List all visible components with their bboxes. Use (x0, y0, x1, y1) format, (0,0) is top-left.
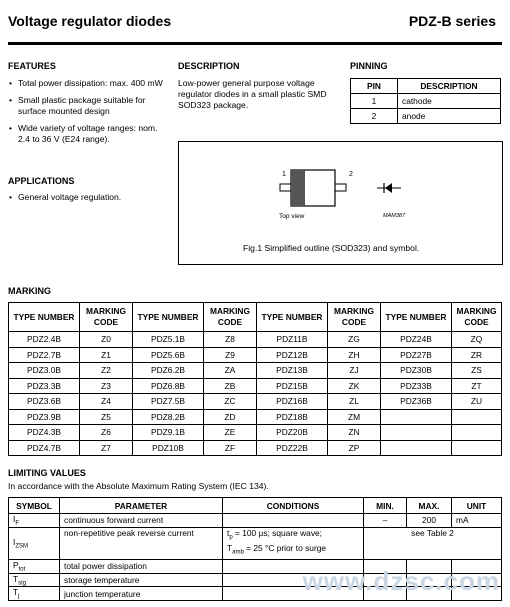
marking-code-cell: ZQ (452, 332, 502, 348)
table-row (9, 409, 502, 425)
pin1-label: 1 (282, 171, 286, 178)
symbol-cell: $I_F$ (9, 514, 60, 528)
marking-code-cell: ZB (204, 378, 257, 394)
table-row (9, 332, 502, 348)
max-col-header: MAX. (407, 498, 452, 514)
table-row (9, 527, 502, 559)
type-number-cell: PDZ12B (257, 347, 328, 363)
symbol-cell: $T_j$ (9, 587, 60, 601)
code-col-header: MARKING CODE (328, 303, 381, 332)
marking-code-cell: Z2 (80, 363, 133, 379)
application-item: • General voltage regulation. (8, 192, 168, 203)
type-number-cell: PDZ2.7B (9, 347, 80, 363)
type-number-cell: PDZ4.7B (9, 440, 80, 456)
type-number-cell: PDZ7.5B (133, 394, 204, 410)
marking-code-cell (452, 409, 502, 425)
pin-description: cathode (398, 94, 501, 109)
code-col-header: MARKING CODE (204, 303, 257, 332)
doc-title: Voltage regulator diodes (8, 13, 172, 29)
table-row (9, 378, 502, 394)
type-number-cell (381, 440, 452, 456)
marking-code-cell: Z8 (204, 332, 257, 348)
conditions-cell (223, 514, 364, 528)
marking-code-cell: ZA (204, 363, 257, 379)
desc-col-header: DESCRIPTION (398, 79, 501, 94)
min-cell: – (364, 514, 407, 528)
figure-code: MAM387 (383, 213, 406, 219)
marking-code-cell: Z9 (204, 347, 257, 363)
pin-number: 1 (351, 94, 398, 109)
type-number-cell: PDZ3.9B (9, 409, 80, 425)
marking-code-cell: ZS (452, 363, 502, 379)
symbol-col-header: SYMBOL (9, 498, 60, 514)
note-cell: see Table 2 (364, 527, 502, 559)
features-list (8, 78, 168, 151)
type-number-cell: PDZ18B (257, 409, 328, 425)
marking-code-cell: Z5 (80, 409, 133, 425)
type-number-cell: PDZ36B (381, 394, 452, 410)
marking-header-row (9, 303, 502, 332)
lead-left (280, 184, 291, 191)
marking-table (8, 302, 502, 456)
type-col-header: TYPE NUMBER (381, 303, 452, 332)
marking-code-cell: ZU (452, 394, 502, 410)
limiting-subtitle: In accordance with the Absolute Maximum Rating System (IEC 134). (8, 481, 269, 491)
marking-code-cell: ZM (328, 409, 381, 425)
type-number-cell: PDZ3.6B (9, 394, 80, 410)
symbol-cell: $P_{tot}$ (9, 560, 60, 574)
marking-code-cell: ZG (328, 332, 381, 348)
cathode-band (291, 170, 305, 206)
type-number-cell: PDZ2.4B (9, 332, 80, 348)
type-number-cell: PDZ30B (381, 363, 452, 379)
marking-code-cell: ZL (328, 394, 381, 410)
figure-caption: Fig.1 Simplified outline (SOD323) and symbol. (243, 243, 420, 253)
marking-code-cell: Z0 (80, 332, 133, 348)
type-number-cell: PDZ8.2B (133, 409, 204, 425)
type-col-header: TYPE NUMBER (257, 303, 328, 332)
table-row (9, 425, 502, 441)
applications-list (8, 192, 168, 209)
code-col-header: MARKING CODE (80, 303, 133, 332)
marking-heading: MARKING (8, 286, 51, 296)
type-number-cell: PDZ15B (257, 378, 328, 394)
type-number-cell: PDZ10B (133, 440, 204, 456)
marking-code-cell: Z3 (80, 378, 133, 394)
parameter-cell: non-repetitive peak reverse current (60, 527, 223, 559)
top-view-label: Top view (279, 213, 305, 220)
description-text: Low-power general purpose voltage regulator diodes in a small plastic SMD SOD323 package. (178, 78, 327, 110)
code-col-header: MARKING CODE (452, 303, 502, 332)
marking-code-cell: ZP (328, 440, 381, 456)
marking-code-cell: ZE (204, 425, 257, 441)
type-number-cell: PDZ4.3B (9, 425, 80, 441)
type-number-cell: PDZ5.6B (133, 347, 204, 363)
marking-code-cell: Z4 (80, 394, 133, 410)
feature-item: • Wide variety of voltage ranges: nom. 2.4 to 36 V (E24 range). (8, 123, 168, 145)
table-row (9, 440, 502, 456)
symbol-triangle (385, 183, 392, 193)
type-number-cell: PDZ24B (381, 332, 452, 348)
marking-code-cell: ZF (204, 440, 257, 456)
feature-item: • Total power dissipation: max. 400 mW (8, 78, 168, 89)
parameter-cell: storage temperature (60, 573, 223, 587)
symbol-cell: $I_{ZSM}$ (9, 527, 60, 559)
type-number-cell: PDZ3.3B (9, 378, 80, 394)
table-row (351, 109, 501, 124)
watermark: www.dzsc.com (302, 566, 500, 596)
table-row (351, 94, 501, 109)
lead-right (335, 184, 346, 191)
features-heading: FEATURES (8, 61, 56, 71)
series-title: PDZ-B series (408, 13, 496, 29)
applications-heading: APPLICATIONS (8, 176, 75, 186)
header-rule (8, 42, 502, 45)
type-number-cell: PDZ22B (257, 440, 328, 456)
pin-description: anode (398, 109, 501, 124)
limiting-heading: LIMITING VALUES (8, 468, 86, 478)
description-heading: DESCRIPTION (178, 61, 240, 71)
limiting-header-row (9, 498, 502, 514)
type-number-cell (381, 425, 452, 441)
type-number-cell: PDZ33B (381, 378, 452, 394)
type-number-cell: PDZ13B (257, 363, 328, 379)
table-row (9, 347, 502, 363)
type-number-cell: PDZ9.1B (133, 425, 204, 441)
pin-number: 2 (351, 109, 398, 124)
marking-code-cell: ZN (328, 425, 381, 441)
type-number-cell: PDZ16B (257, 394, 328, 410)
marking-code-cell: ZH (328, 347, 381, 363)
type-number-cell: PDZ6.2B (133, 363, 204, 379)
parameter-col-header: PARAMETER (60, 498, 223, 514)
marking-code-cell: ZD (204, 409, 257, 425)
marking-code-cell: ZJ (328, 363, 381, 379)
table-row (9, 394, 502, 410)
marking-code-cell: ZR (452, 347, 502, 363)
pinning-table (350, 78, 501, 124)
parameter-cell: junction temperature (60, 587, 223, 601)
max-cell: 200 (407, 514, 452, 528)
conditions-col-header: CONDITIONS (223, 498, 364, 514)
pin-col-header: PIN (351, 79, 398, 94)
type-number-cell: PDZ3.0B (9, 363, 80, 379)
marking-code-cell (452, 425, 502, 441)
unit-cell: mA (452, 514, 502, 528)
type-number-cell: PDZ11B (257, 332, 328, 348)
marking-code-cell: ZT (452, 378, 502, 394)
pin2-label: 2 (349, 171, 353, 178)
parameter-cell: total power dissipation (60, 560, 223, 574)
conditions-cell: $t_p = 100$ µs; square wave; $T_{amb} = 25$ °C prior to surge (223, 527, 364, 559)
type-number-cell: PDZ27B (381, 347, 452, 363)
type-col-header: TYPE NUMBER (9, 303, 80, 332)
marking-code-cell (452, 440, 502, 456)
symbol-cell: $T_{stg}$ (9, 573, 60, 587)
type-number-cell: PDZ5.1B (133, 332, 204, 348)
marking-code-cell: ZK (328, 378, 381, 394)
type-number-cell: PDZ6.8B (133, 378, 204, 394)
type-number-cell: PDZ20B (257, 425, 328, 441)
marking-code-cell: Z1 (80, 347, 133, 363)
min-col-header: MIN. (364, 498, 407, 514)
pinning-heading: PINNING (350, 61, 388, 71)
table-row (9, 514, 502, 528)
unit-col-header: UNIT (452, 498, 502, 514)
marking-code-cell: Z7 (80, 440, 133, 456)
type-col-header: TYPE NUMBER (133, 303, 204, 332)
marking-code-cell: Z6 (80, 425, 133, 441)
figure-box (178, 141, 503, 265)
table-row (9, 363, 502, 379)
type-number-cell (381, 409, 452, 425)
feature-item: • Small plastic package suitable for surface mounted design (8, 95, 168, 117)
parameter-cell: continuous forward current (60, 514, 223, 528)
marking-code-cell: ZC (204, 394, 257, 410)
